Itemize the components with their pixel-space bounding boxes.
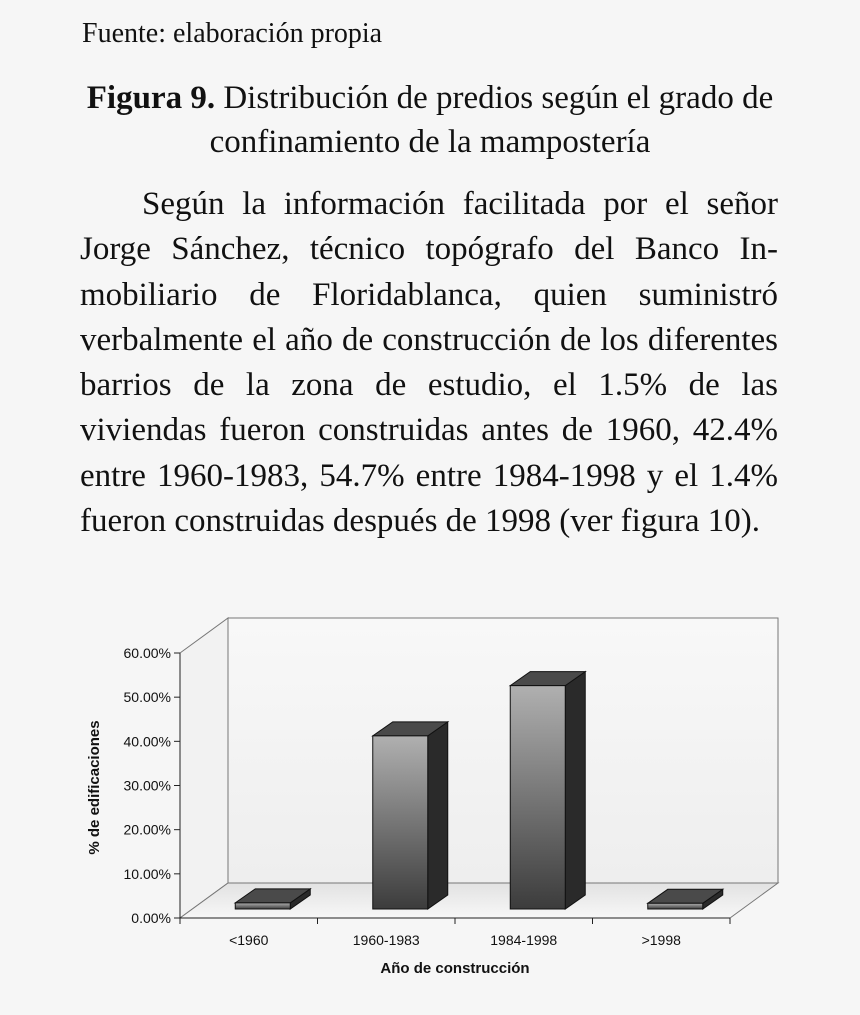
y-tick-label: 0.00% <box>131 910 171 926</box>
y-tick-label: 20.00% <box>123 821 171 838</box>
previous-source-note <box>82 0 782 48</box>
body-paragraph: Según la información facilitada por el señor Jorge Sánchez, técnico topógrafo del Banco Inmobiliario de Floridablanca, quien suministró verbalmente el año de construcción de los diferentes barrios de la zona de estudio, el 1.5% de las viviendas fueron construidas antes de 1960, 42.4% entre 1960-1983, 54.7% entre 1984-1998 y el 1.4% fueron construidas después de 1998 (ver figura 10). <box>80 186 778 540</box>
x-tick-label: 1984-1998 <box>490 932 558 948</box>
bar-front <box>235 903 290 909</box>
bar-side <box>428 722 448 909</box>
figure-caption-text: Distribución de predios según el grado de confinamiento de la mampostería <box>209 80 774 160</box>
bar-2 <box>510 672 585 909</box>
construction-year-chart <box>0 600 860 1000</box>
chart-plot <box>86 618 778 977</box>
y-tick-label: 30.00% <box>123 777 171 794</box>
x-tick-label: <1960 <box>229 932 269 948</box>
source-note-text: Fuente: elaboración propia <box>82 18 383 48</box>
x-tick-label: 1960-1983 <box>352 932 420 948</box>
y-tick-label: 10.00% <box>123 865 171 882</box>
chart-back-wall <box>228 618 778 883</box>
y-tick-label: 60.00% <box>123 645 171 661</box>
x-tick-label: >1998 <box>641 932 681 948</box>
figure-caption <box>60 76 800 164</box>
chart-side-wall <box>180 618 228 918</box>
bar-1 <box>373 722 448 909</box>
bar-front <box>648 903 703 909</box>
y-tick-label: 50.00% <box>123 689 171 706</box>
bar-front <box>373 736 428 909</box>
bar-side <box>565 672 585 909</box>
chart-svg <box>0 600 860 1000</box>
figure-label: Figura 9. <box>86 80 216 116</box>
y-axis-title: % de edificaciones <box>86 720 103 855</box>
bar-front <box>510 686 565 909</box>
x-axis-title: Año de construcción <box>380 960 530 977</box>
y-tick-label: 40.00% <box>123 733 171 750</box>
